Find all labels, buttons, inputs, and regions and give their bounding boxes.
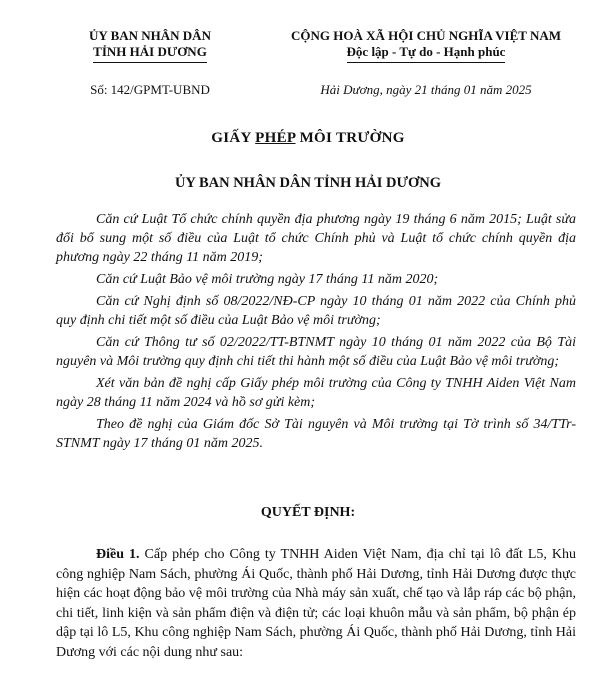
article-1-label: Điều 1.	[96, 547, 140, 562]
document-title	[0, 130, 616, 147]
legal-basis-item: Căn cứ Luật Bảo vệ môi trường ngày 17 tháng 11 năm 2020;	[96, 272, 439, 287]
national-motto: Độc lập - Tự do - Hạnh phúc	[347, 44, 506, 63]
article-1	[56, 545, 576, 662]
issuer-line-2: TỈNH HẢI DƯƠNG	[93, 44, 207, 63]
title-part-2: PHÉP	[255, 130, 296, 146]
legal-basis-item: Theo đề nghị của Giám đốc Sở Tài nguyên và Môi trường tại Tờ trình số 34/TTr-STNMT ngày 17 tháng 01 năm 2025.	[56, 417, 576, 451]
issuer-header	[50, 28, 250, 63]
issuer-line-1: ỦY BAN NHÂN DÂN	[89, 28, 211, 43]
legal-basis-item: Căn cứ Nghị định số 08/2022/NĐ-CP ngày 10 tháng 01 năm 2022 của Chính phủ quy định chi tiết một số điều của Luật Bảo vệ môi trường;	[56, 294, 576, 328]
legal-basis-item: Căn cứ Thông tư số 02/2022/TT-BTNMT ngày 10 tháng 01 năm 2022 của Bộ Tài nguyên và Môi trường quy định chi tiết thi hành một số điều của Luật Bảo vệ môi trường;	[56, 335, 576, 369]
article-1-text: Cấp phép cho Công ty TNHH Aiden Việt Nam, địa chỉ tại lô đất L5, Khu công nghiệp Nam Sách, phường Ái Quốc, thành phố Hải Dương, tỉnh Hải Dương được thực hiện các hoạt động bảo vệ môi trường của Nhà máy sản xuất, chế tạo và lắp ráp các bộ phận, chi tiết, linh kiện và sản phẩm điện và điện tử; các loại khuôn mẫu và sản phẩm, bộ phận ép dập tại lô L5, Khu công nghiệp Nam Sách, phường Ái Quốc, thành phố Hải Dương, tỉnh Hải Dương với các nội dung như sau:	[56, 547, 577, 660]
authority-heading: ỦY BAN NHÂN DÂN TỈNH HẢI DƯƠNG	[174, 175, 442, 191]
document-number: Số: 142/GPMT-UBND	[90, 82, 210, 97]
national-header	[250, 28, 602, 63]
document-date: Hải Dương, ngày 21 tháng 01 năm 2025	[320, 82, 532, 97]
title-part-1: GIẤY	[211, 130, 256, 146]
title-part-3: MÔI TRƯỜNG	[295, 130, 405, 146]
decision-heading: QUYẾT ĐỊNH:	[260, 505, 356, 520]
legal-bases	[56, 210, 576, 456]
legal-basis-item: Xét văn bản đề nghị cấp Giấy phép môi trường của Công ty TNHH Aiden Việt Nam ngày 28 tháng 11 năm 2024 và hồ sơ gửi kèm;	[56, 376, 576, 410]
legal-basis-item: Căn cứ Luật Tổ chức chính quyền địa phương ngày 19 tháng 6 năm 2015; Luật sửa đổi bổ sung một số điều của Luật tổ chức Chính phủ và Luật tổ chức chính quyền địa phương ngày 22 tháng 11 năm 2019;	[56, 212, 576, 265]
national-title: CỘNG HOÀ XÃ HỘI CHỦ NGHĨA VIỆT NAM	[290, 28, 562, 43]
